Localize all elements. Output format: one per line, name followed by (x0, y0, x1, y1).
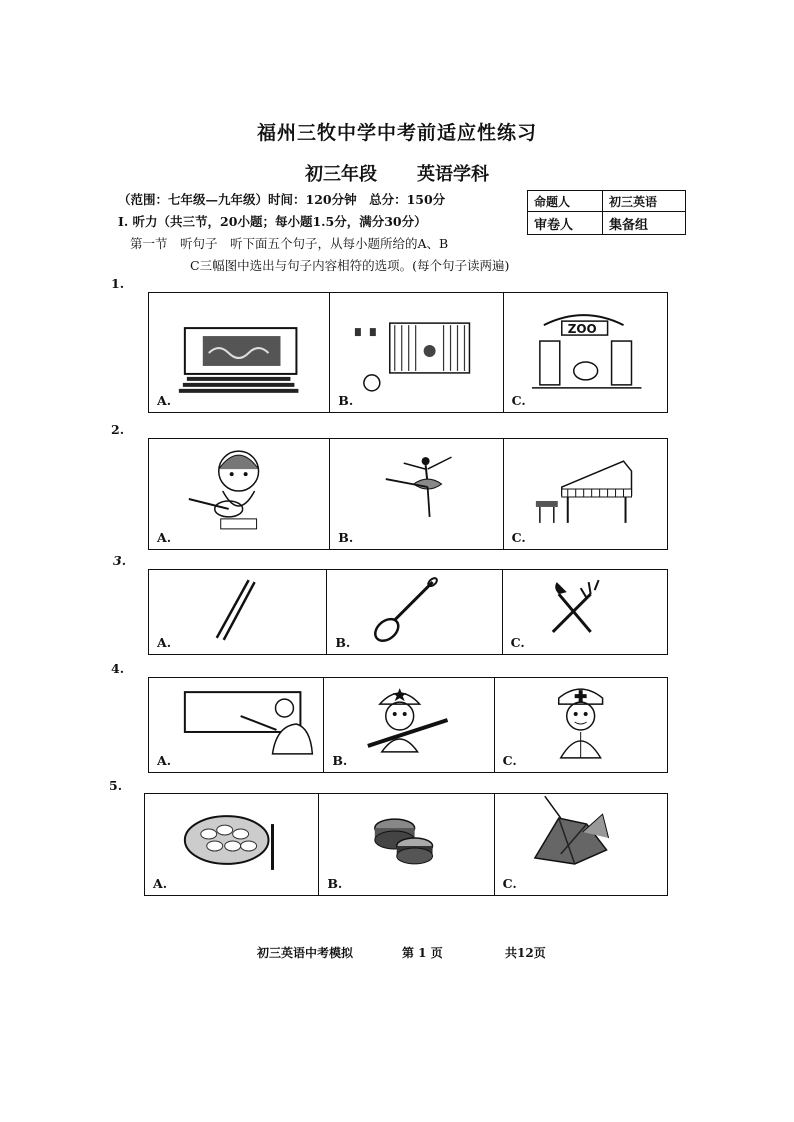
author-label: 命题人 (528, 191, 603, 212)
exam-info: （范围：七年级—九年级）时间：120分钟 总分：150分 (118, 192, 446, 207)
author-value: 初三英语 (603, 191, 686, 212)
dumplings-icon (145, 794, 318, 895)
subject-label: 英语学科 (417, 164, 489, 185)
option-label: C. (510, 635, 525, 650)
option-c[interactable] (504, 439, 667, 549)
option-label: A. (157, 393, 172, 408)
option-a[interactable] (145, 794, 319, 895)
option-label: C. (511, 530, 526, 545)
option-c[interactable] (503, 570, 667, 654)
exam-subtitle (0, 160, 794, 186)
section-heading: I. 听力（共三节，20小题；每小题1.5分，满分30分） (118, 214, 427, 229)
spoon-icon (327, 570, 501, 654)
option-a[interactable] (149, 678, 324, 772)
girl-guitar-icon (149, 439, 329, 549)
question-4-options (148, 677, 668, 773)
option-label: C. (502, 876, 517, 891)
footer-page-number: 第 1 页 (402, 946, 443, 960)
mooncakes-icon (319, 794, 493, 895)
option-label: A. (153, 876, 168, 891)
footer-total-pages: 共12页 (505, 946, 546, 960)
option-label: C. (511, 393, 526, 408)
option-label: A. (157, 635, 172, 650)
part-instruction-line1: 第一节 听句子 听下面五个句子，从每小题所给的A、B (130, 236, 449, 251)
option-label: B. (332, 753, 348, 768)
reviewer-value: 集备组 (603, 212, 686, 235)
option-label: B. (327, 876, 343, 891)
svg-text:ZOO: ZOO (567, 322, 597, 337)
ballet-dancer-icon (330, 439, 502, 549)
zongzi-icon (495, 794, 667, 895)
option-a[interactable] (149, 293, 330, 412)
zoo-gate-icon (504, 293, 667, 412)
option-b[interactable] (327, 570, 502, 654)
theater-stage-icon (330, 293, 502, 412)
fork-knife-icon (503, 570, 667, 654)
author-table (527, 190, 686, 235)
option-c[interactable] (495, 678, 667, 772)
question-number: 3. (113, 553, 127, 568)
chopsticks-icon (149, 570, 326, 654)
soldier-icon (324, 678, 493, 772)
option-c[interactable] (495, 794, 667, 895)
teacher-icon (149, 678, 323, 772)
option-label: C. (502, 753, 517, 768)
question-2-options (148, 438, 668, 550)
reviewer-label: 审卷人 (528, 212, 603, 235)
option-b[interactable] (324, 678, 494, 772)
piano-icon (504, 439, 667, 549)
option-a[interactable] (149, 570, 327, 654)
question-number: 1. (111, 276, 125, 291)
part-instruction-line2: C三幅图中选出与句子内容相符的选项。(每个句子读两遍) (190, 258, 510, 273)
question-1-options (148, 292, 668, 413)
question-3-options (148, 569, 668, 655)
question-number: 2. (111, 422, 125, 437)
option-c[interactable] (504, 293, 667, 412)
cinema-icon (149, 293, 329, 412)
grade-label: 初三年段 (305, 164, 377, 185)
option-label: A. (157, 753, 172, 768)
footer-doc-name: 初三英语中考模拟 (257, 946, 354, 960)
question-number: 4. (111, 661, 125, 676)
question-5-options (144, 793, 668, 896)
option-label: B. (335, 635, 351, 650)
option-b[interactable] (330, 293, 503, 412)
question-number: 5. (109, 778, 123, 793)
option-label: B. (338, 393, 354, 408)
option-b[interactable] (319, 794, 494, 895)
option-b[interactable] (330, 439, 503, 549)
option-label: A. (157, 530, 172, 545)
option-a[interactable] (149, 439, 330, 549)
doctor-icon (495, 678, 667, 772)
exam-title: 福州三牧中学中考前适应性练习 (256, 122, 537, 144)
option-label: B. (338, 530, 354, 545)
